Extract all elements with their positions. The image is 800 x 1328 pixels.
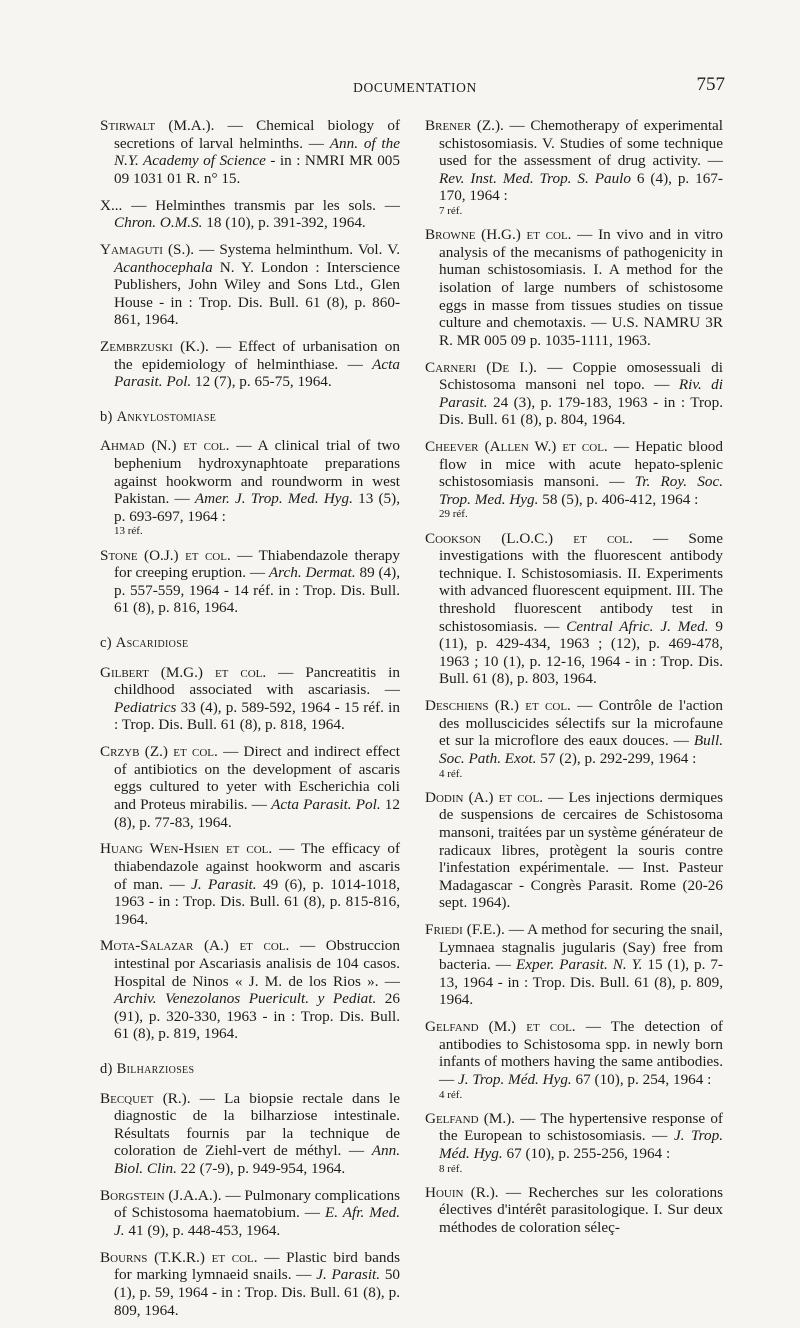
entry-author: Houin (R.). <box>425 1183 499 1201</box>
entry-author: Deschiens (R.) et col. <box>425 697 571 715</box>
page-number: 757 <box>696 74 725 95</box>
entry-text: — Helminthes transmis par les sols. — <box>122 196 400 214</box>
entry-reference-count: 4 réf. <box>439 767 463 780</box>
bibliography-entry <box>425 1184 723 1237</box>
entry-citation: 15 (1), p. 7-13, 1964 - in : Trop. Dis. Bull. 61 (8), p. 809, 1964. <box>439 956 723 1009</box>
bibliography-entry <box>425 1018 723 1100</box>
entry-author: Browne (H.G.) et col. <box>425 226 572 244</box>
bibliography-entry <box>100 197 400 232</box>
entry-reference-count: 7 réf. <box>439 204 463 217</box>
entry-citation: 9 (11), p. 429-434, 1963 ; (12), p. 469-478, 1963 ; 10 (1), p. 12-16, 1964 - in : Trop. Dis. Bull. 61 (8), p. 803, 1964. <box>439 617 724 688</box>
bibliography-entry <box>100 840 400 928</box>
entry-journal: Exper. Parasit. N. Y. <box>515 956 643 974</box>
entry-reference-count: 29 réf. <box>439 508 468 521</box>
entry-journal: Tr. Roy. Soc. Trop. Med. Hyg. <box>439 473 723 508</box>
entry-text: — A clinical trial of two bephenium hydroxynaphtoate preparations against hookworm and roundworm in west Pakistan. — <box>114 437 400 508</box>
bibliography-entry <box>100 338 400 391</box>
entry-citation: 67 (10), p. 254, 1964 : <box>571 1071 712 1088</box>
entry-text: — Systema helminthum. Vol. V. <box>194 240 401 258</box>
entry-text: — Direct and indirect effect of antibiotics on the development of ascaris eggs cultured to yeter with Escherichia coli and Proteus mirabilis. — <box>114 743 400 813</box>
entry-reference-count: 8 réf. <box>439 1162 463 1175</box>
entry-author: Gilbert (M.G.) et col. <box>100 663 267 681</box>
bibliography-entry <box>425 438 723 520</box>
entry-text: — Hepatic blood flow in mice with acute hepato-splenic schistosomiasis mansoni. — <box>439 438 723 491</box>
entry-journal: Acanthocephala <box>114 258 213 276</box>
page-header <box>105 76 725 100</box>
bibliography-entry <box>100 547 400 617</box>
section-heading-ascaridiose: c) Ascaridiose <box>100 635 189 651</box>
entry-author: Friedi (F.E.). <box>425 921 505 939</box>
bibliography-entry <box>425 530 723 688</box>
entry-author: Ahmad (N.) et col. <box>100 437 230 455</box>
entry-text: — Pancreatitis in childhood associated with ascariasis. — <box>114 663 400 699</box>
entry-text: — Coppie omosessuali di Schistosoma mansoni nel topo. — <box>439 358 723 394</box>
entry-journal: J. Parasit. <box>316 1266 381 1284</box>
entry-text: — Contrôle de l'action des molluscicides sélectifs sur la microfaune et sur la microflore des eaux douces. — <box>439 697 723 750</box>
entry-journal: Chron. O.M.S. <box>114 214 203 232</box>
section-heading-ankylostomiase: b) Ankylostomiase <box>100 408 217 425</box>
bibliography-entry <box>425 921 723 1009</box>
entry-journal: Ann. of the N.Y. Academy of Science <box>114 134 400 170</box>
entry-author: Cheever (Allen W.) et col. <box>425 438 608 456</box>
entry-citation: 33 (4), p. 589-592, 1964 - 15 réf. in : Trop. Dis. Bull. 61 (8), p. 818, 1964. <box>114 698 400 734</box>
entry-author: Cookson (L.O.C.) et col. <box>425 529 633 547</box>
bibliography-entry <box>100 117 400 187</box>
entry-reference-count: 4 réf. <box>439 1088 463 1101</box>
entry-citation: 12 (8), p. 77-83, 1964. <box>114 795 400 831</box>
bibliography-entry <box>100 241 400 329</box>
entry-text: — La biopsie rectale dans le diagnostic de la bilharziose intestinale. Résultats fournis par la technique de coloration de Ziehl-vert de méthyl. — <box>114 1089 400 1160</box>
bibliography-entry <box>425 359 723 429</box>
entry-journal: Ann. Biol. Clin. <box>114 1142 400 1177</box>
bibliography-entry <box>425 789 723 912</box>
entry-citation: 12 (7), p. 65-75, 1964. <box>191 373 332 391</box>
entry-author: Stirwalt (M.A.). <box>100 117 215 134</box>
entry-citation: 26 (91), p. 320-330, 1963 - in : Trop. Dis. Bull. 61 (8), p. 819, 1964. <box>114 990 400 1043</box>
entry-citation: 6 (4), p. 167-170, 1964 : <box>439 169 723 205</box>
entry-journal: Pediatrics <box>114 698 177 716</box>
entry-journal: J. Trop. Méd. Hyg. <box>457 1071 572 1088</box>
entry-author: Carneri (De I.). <box>425 358 537 376</box>
entry-author: Crzyb (Z.) et col. <box>100 743 218 761</box>
entry-group-bilharzioses <box>100 1090 400 1320</box>
entry-citation: - in : NMRI MR 005 09 1031 01 R. n° 15. <box>114 152 400 187</box>
entry-author: X... <box>100 196 123 214</box>
entry-author: Bourns (T.K.R.) et col. <box>100 1248 258 1266</box>
bibliography-entry <box>100 437 400 537</box>
entry-text: — Obstruccion intestinal por Ascariasis analisis de 104 casos. Hospital de Ninos « J. M. de los Rios ». — <box>114 937 400 990</box>
entry-journal: Rev. Inst. Med. Trop. S. Paulo <box>439 169 631 187</box>
entry-citation: 41 (9), p. 448-453, 1964. <box>124 1221 281 1239</box>
entry-citation: 89 (4), p. 557-559, 1964 - 14 réf. in : Trop. Dis. Bull. 61 (8), p. 816, 1964. <box>114 564 400 617</box>
entry-text: — The hypertensive response of the European to schistosomiasis. — <box>439 1109 723 1145</box>
running-head: DOCUMENTATION <box>353 80 477 95</box>
entry-journal: Acta Parasit. Pol. <box>271 795 381 813</box>
entry-citation: 57 (2), p. 292-299, 1964 : <box>536 749 697 767</box>
bibliography-entry <box>100 664 400 734</box>
entry-journal: J. Trop. Méd. Hyg. <box>439 1127 723 1162</box>
entry-journal: J. Parasit. <box>191 875 257 893</box>
entry-citation: 13 (5), p. 693-697, 1964 : <box>114 490 400 525</box>
entry-citation: N. Y. London : Interscience Publishers, John Wiley and Sons Ltd., Glen House - in : Trop. Dis. Bull. 61 (8), p. 860-861, 1964. <box>114 258 400 329</box>
entry-text: — In vivo and in vitro analysis of the mecanisms of pathogenicity in human schistosomiasis. I. A method for the isolation of large numbers of schistosome eggs in masse from tissues studies on tissue culture and chemotaxis. — U.S. NAMRU 3R R. MR 005 09 p. 1035-1111, 1963. <box>439 226 723 349</box>
entry-citation: 18 (10), p. 391-392, 1964. <box>202 214 366 232</box>
entry-text: — Effect of urbanisation on the epidemiology of helminthiase. — <box>114 338 400 373</box>
section-heading-bilharzioses: d) Bilharzioses <box>100 1061 195 1078</box>
entry-journal: Archiv. Venezolanos Puericult. y Pediat. <box>114 990 377 1008</box>
bibliography-entry <box>100 1249 400 1319</box>
entry-group-general <box>100 117 400 391</box>
bibliography-entry <box>100 1090 400 1178</box>
entry-text: — A method for securing the snail, Lymnaea stagnalis jugularis (Say) free from bacteria. — <box>439 921 723 974</box>
bibliography-entry <box>100 1187 400 1240</box>
entry-text: — Plastic bird bands for marking lymnaeid snails. — <box>114 1248 400 1284</box>
entry-author: Mota-Salazar (A.) et col. <box>100 937 290 955</box>
entry-text: — Chemotherapy of experimental schistosomiasis. V. Studies of some technique used for the assessment of drug activity. — <box>439 117 723 170</box>
entry-author: Stone (O.J.) et col. <box>100 546 231 564</box>
entry-group-ankylostomiase <box>100 437 400 617</box>
entry-text: — Thiabendazole therapy for creeping eruption. — <box>114 546 400 582</box>
entry-text: — The detection of antibodies to Schistosoma spp. in newly born infants of mothers having the same antibodies. — <box>439 1018 723 1088</box>
entry-journal: Bull. Soc. Path. Exot. <box>439 732 723 767</box>
entry-group-ascaridiose <box>100 664 400 1043</box>
bibliography-entry <box>100 937 400 1043</box>
entry-author: Huang Wen-Hsien et col. <box>100 840 273 858</box>
entry-author: Zembrzuski (K.). <box>100 338 209 356</box>
entry-journal: Acta Parasit. Pol. <box>114 355 400 391</box>
entry-author: Dodin (A.) et col. <box>425 788 543 806</box>
entry-citation: 24 (3), p. 179-183, 1963 - in : Trop. Dis. Bull. 61 (8), p. 804, 1964. <box>439 393 723 429</box>
entry-citation: 58 (5), p. 406-412, 1964 : <box>538 490 699 508</box>
entry-journal: Riv. di Parasit. <box>439 376 723 411</box>
entry-group-bilharzioses-continued <box>425 117 723 1237</box>
bibliography-entry <box>100 743 400 831</box>
left-column <box>100 117 400 1328</box>
entry-text: — Les injections dermiques de suspensions de cercaires de Schistosoma mansoni, traitées par un système générateur de radicaux libres, protègent la souris contre l'infestation expérimentale. — Inst. Pasteur Madagascar - Congrès Parasit. Rome (20-26 sept. 1964). <box>439 788 723 912</box>
entry-citation: 50 (1), p. 59, 1964 - in : Trop. Dis. Bull. 61 (8), p. 809, 1964. <box>114 1266 401 1319</box>
entry-text: — Chemical biology of secretions of larval helminths. — <box>114 117 400 152</box>
entry-text: — The efficacy of thiabendazole against hookworm and ascaris of man. — <box>114 840 400 893</box>
bibliography-entry <box>425 117 723 217</box>
entry-journal: Amer. J. Trop. Med. Hyg. <box>194 490 353 508</box>
bibliography-entry <box>425 697 723 779</box>
entry-author: Becquet (R.). <box>100 1089 191 1107</box>
entry-text: — Some investigations with the fluorescent antibody technique. I. Schistosomiasis. II. Experiments with advanced fluorescent equipment. III. The threshold fluorescent antibody test in schistosomiasis. — <box>439 529 723 635</box>
entry-author: Yamaguti (S.). <box>100 240 195 258</box>
entry-journal: Central Afric. J. Med. <box>566 617 709 635</box>
bibliography-entry <box>425 1110 723 1175</box>
entry-author: Brener (Z.). <box>425 117 504 134</box>
entry-citation: 22 (7-9), p. 949-954, 1964. <box>176 1160 346 1177</box>
entry-text: — Pulmonary complications of Schistosoma haematobium. — <box>114 1186 401 1222</box>
entry-text: — Recherches sur les colorations électives d'intérêt parasitologique. I. Sur deux méthodes de coloration séleç- <box>439 1183 723 1236</box>
entry-citation: 49 (6), p. 1014-1018, 1963 - in : Trop. Dis. Bull. 61 (8), p. 815-816, 1964. <box>114 875 400 928</box>
entry-reference-count: 13 réf. <box>114 525 143 538</box>
entry-author: Gelfand (M.) et col. <box>425 1018 576 1036</box>
entry-citation: 67 (10), p. 255-256, 1964 : <box>502 1144 671 1162</box>
entry-author: Borgstein (J.A.A.). <box>100 1186 222 1204</box>
right-column <box>425 117 723 1246</box>
entry-author: Gelfand (M.). <box>425 1109 515 1127</box>
entry-journal: Arch. Dermat. <box>268 564 356 582</box>
entry-journal: E. Afr. Med. J. <box>114 1204 400 1239</box>
bibliography-entry <box>425 226 723 349</box>
